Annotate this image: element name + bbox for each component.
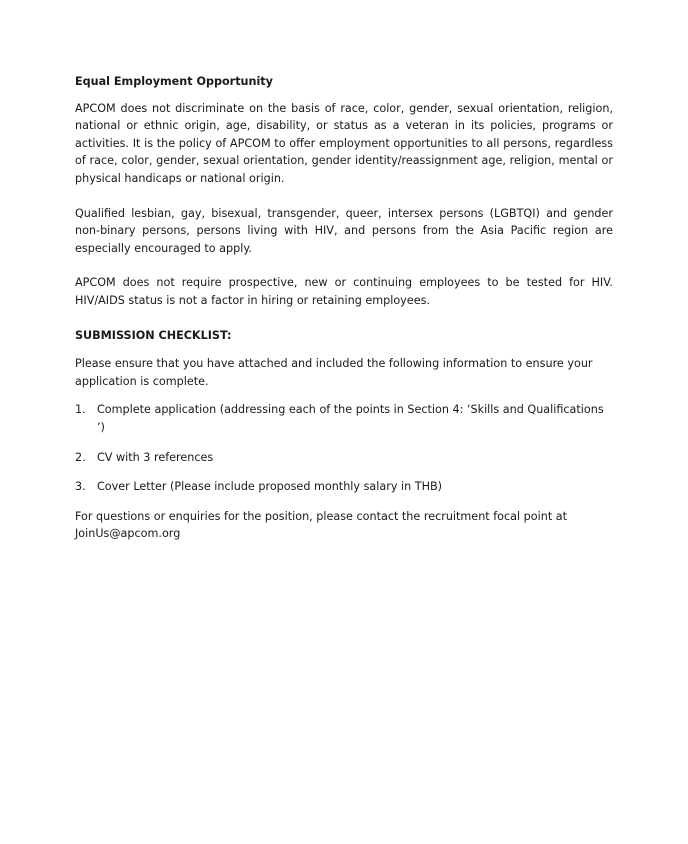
checklist-intro: Please ensure that you have attached and included the following information to ensure your application is complete.	[75, 357, 593, 388]
checklist-item	[75, 401, 613, 436]
section-heading-submission-checklist: SUBMISSION CHECKLIST:	[75, 328, 232, 342]
checklist-item-text: CV with 3 references	[97, 450, 214, 464]
document-body	[75, 73, 613, 543]
paragraph-encouraged-applicants: Qualified lesbian, gay, bisexual, transgender, queer, intersex persons (LGBTQI) and gender non-binary persons, persons living with HIV, and persons from the Asia Pacific region are especially encouraged to apply.	[75, 206, 613, 255]
checklist	[75, 401, 613, 495]
checklist-item-text: Complete application (addressing each of the points in Section 4: ‘Skills and Qualifications ’)	[97, 403, 604, 434]
section-heading-equal-employment: Equal Employment Opportunity	[75, 75, 273, 88]
contact-paragraph: For questions or enquiries for the position, please contact the recruitment focal point at JoinUs@apcom.org	[75, 509, 568, 541]
checklist-item	[75, 449, 613, 467]
checklist-item-text: Cover Letter (Please include proposed monthly salary in THB)	[97, 480, 443, 494]
checklist-item-number: 2.	[75, 450, 86, 464]
paragraph-non-discrimination: APCOM does not discriminate on the basis of race, color, gender, sexual orientation, religion, national or ethnic origin, age, disability, or status as a veteran in its policies, programs or activities. It is the policy of APCOM to offer employment opportunities to all persons, regardless of race, color, gender, sexual orientation, gender identity/reassignment age, religion, mental or physical handicaps or national origin.	[75, 101, 613, 185]
checklist-item	[75, 478, 613, 496]
paragraph-hiv-testing: APCOM does not require prospective, new or continuing employees to be tested for HIV. HIV/AIDS status is not a factor in hiring or retaining employees.	[75, 276, 613, 307]
checklist-item-number: 3.	[75, 480, 86, 494]
checklist-item-number: 1.	[75, 403, 86, 417]
